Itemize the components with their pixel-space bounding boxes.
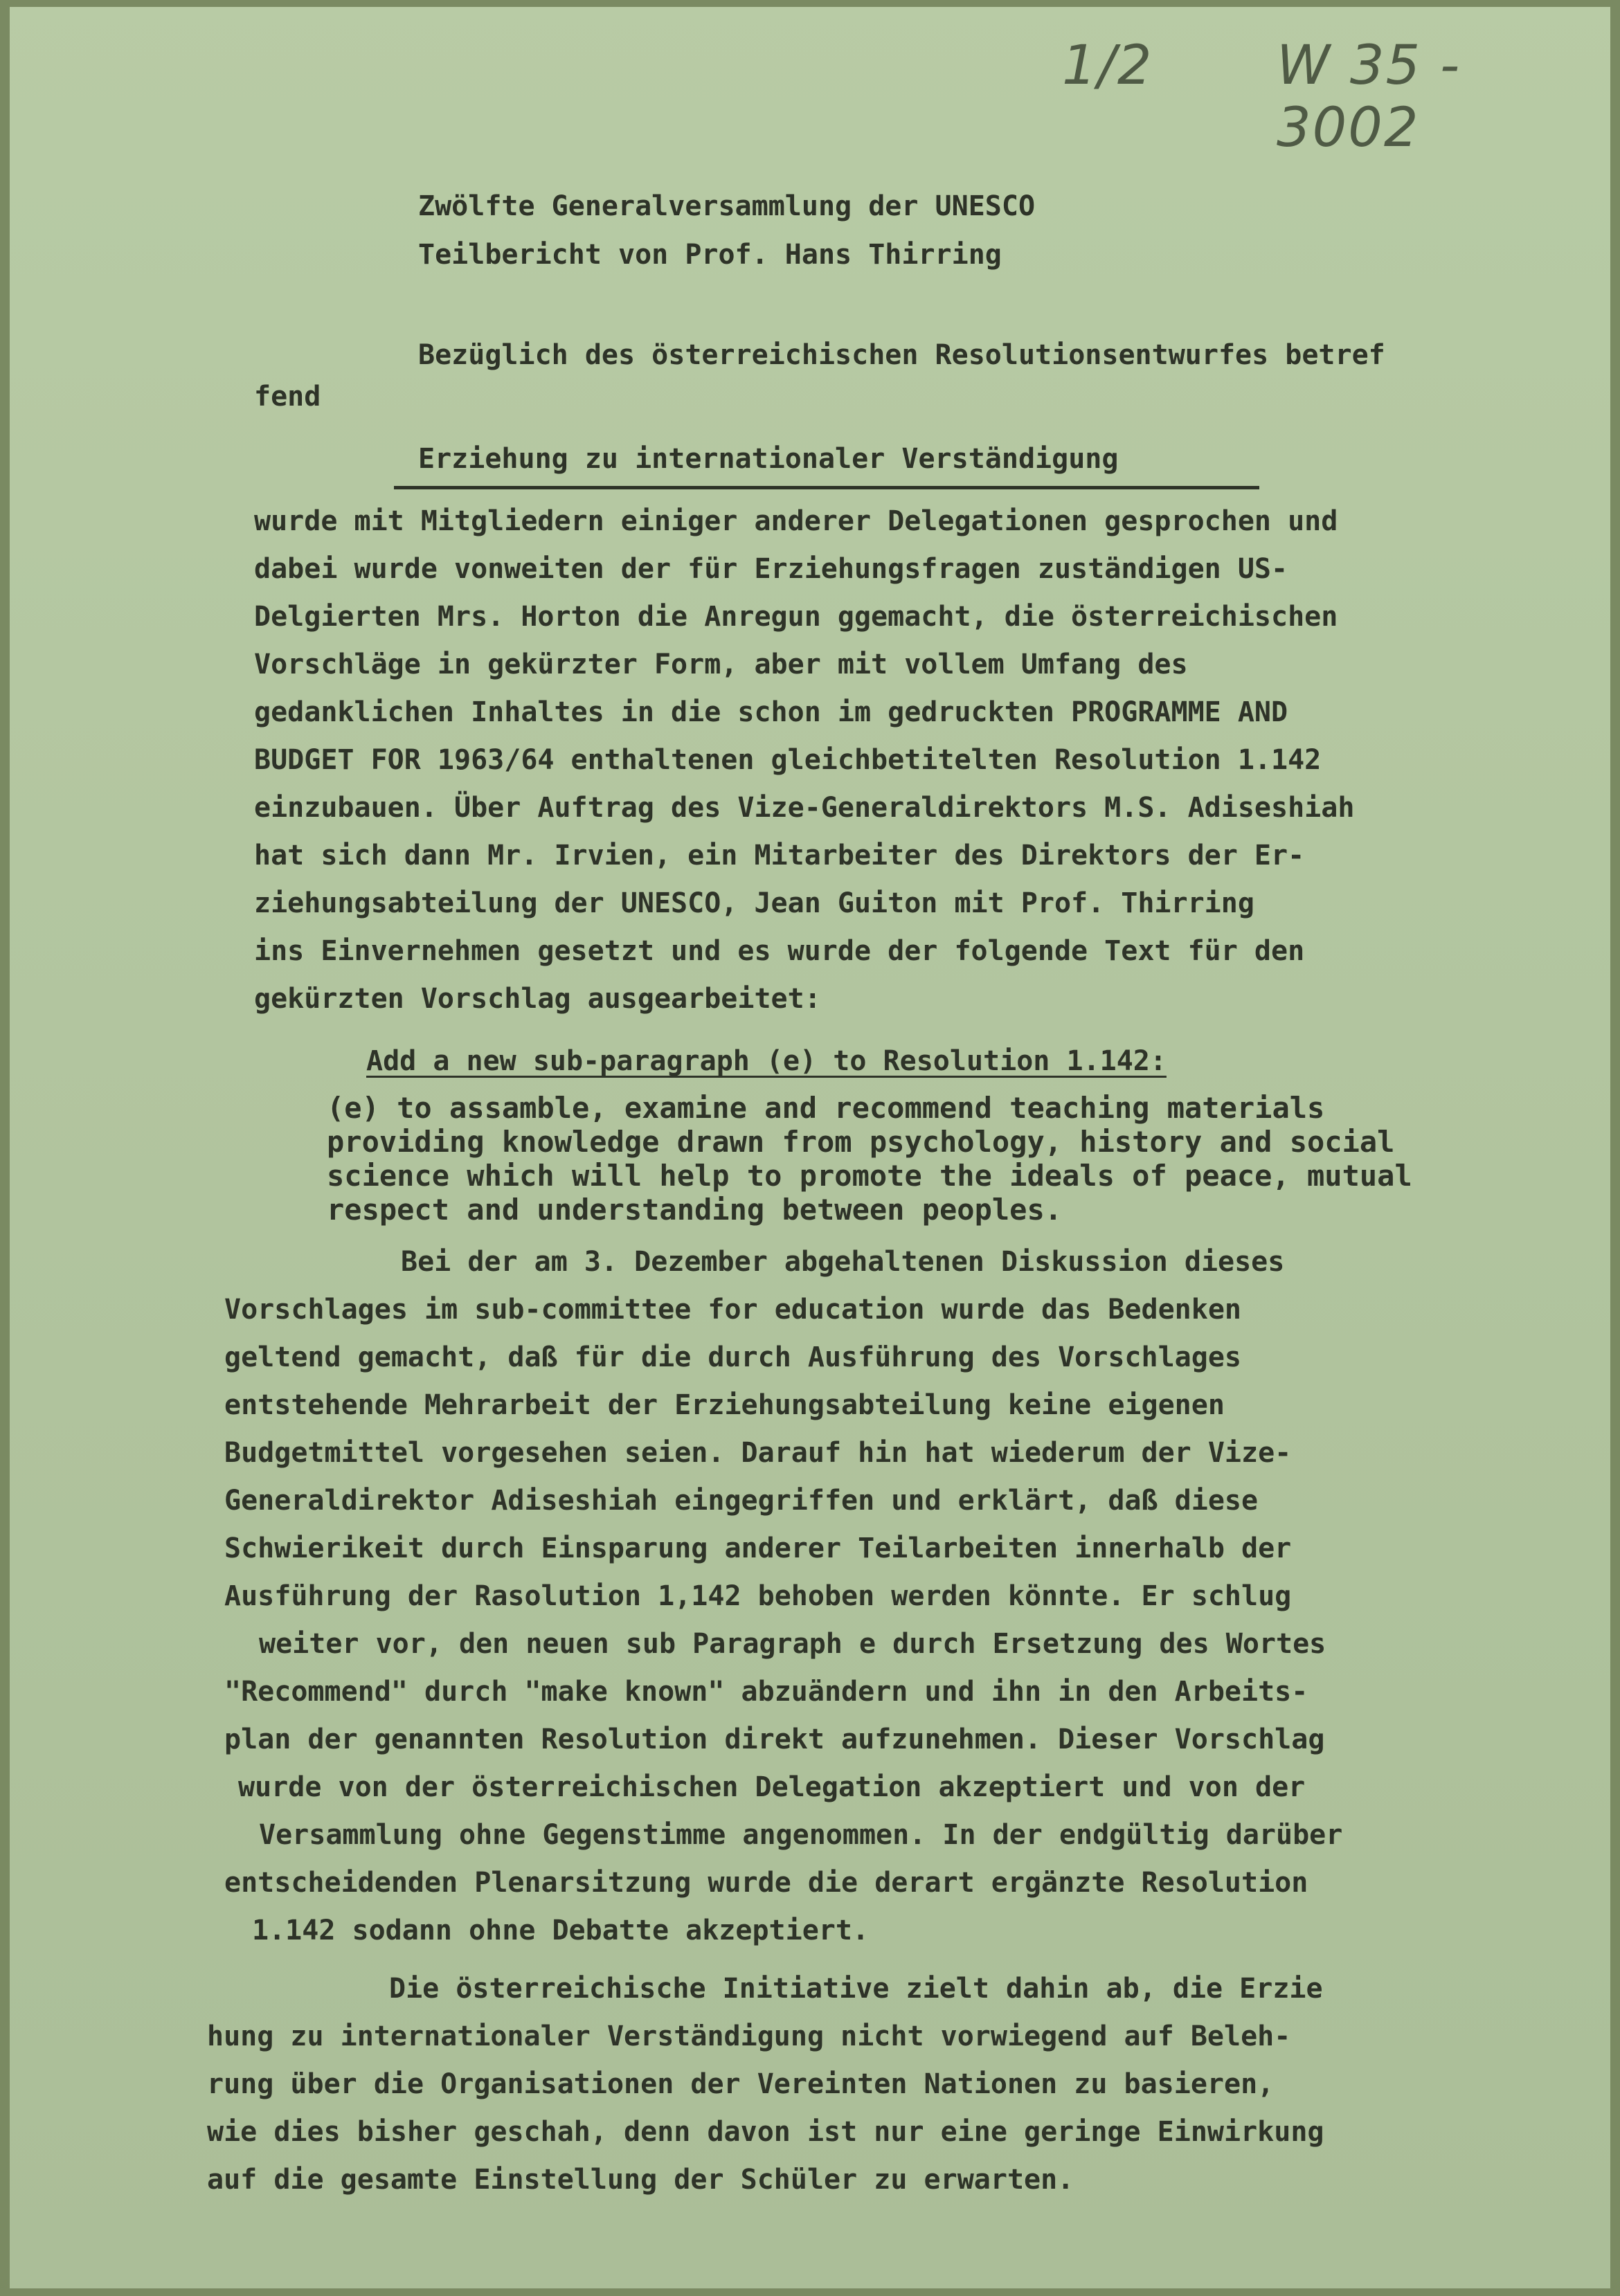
text-line: einzubauen. Über Auftrag des Vize-Generaldirektors M.S. Adiseshiah [254,792,1355,824]
text-line: auf die gesamte Einstellung der Schüler zu erwarten. [207,2164,1074,2196]
header-title: Zwölfte Generalversammlung der UNESCO [418,190,1036,222]
text-line: plan der genannten Resolution direkt aufzunehmen. Dieser Vorschlag [224,1724,1325,1755]
text-line: gedanklichen Inhaltes in die schon im gedruckten PROGRAMME AND [254,696,1288,728]
text-line: (e) to assamble, examine and recommend teaching materials [327,1091,1325,1125]
text-line: wie dies bisher geschah, denn davon ist nur eine geringe Einwirkung [207,2116,1324,2148]
header-subtitle: Teilbericht von Prof. Hans Thirring [418,239,1002,271]
text-line: weiter vor, den neuen sub Paragraph e durch Ersetzung des Wortes [259,1628,1326,1660]
text-line: rung über die Organisationen der Vereinten Nationen zu basieren, [207,2068,1275,2100]
text-line: Vorschläge in gekürzter Form, aber mit vollem Umfang des [254,649,1188,680]
archive-reference-annotation: W 35 - 3002 [1277,35,1461,159]
text-line: science which will help to promote the ideals of peace, mutual [327,1159,1412,1193]
text-line: geltend gemacht, daß für die durch Ausführung des Vorschlages [224,1341,1242,1373]
text-line: entscheidenden Plenarsitzung wurde die derart ergänzte Resolution [224,1867,1308,1899]
subject-underline [394,486,1259,489]
text-line: ins Einvernehmen gesetzt und es wurde der folgende Text für den [254,935,1305,967]
text-line: respect and understanding between peoples. [327,1193,1063,1227]
text-line: BUDGET FOR 1963/64 enthaltenen gleichbetitelten Resolution 1.142 [254,744,1322,776]
text-line: Vorschlages im sub-committee for education wurde das Bedenken [224,1294,1242,1326]
text-line: ziehungsabteilung der UNESCO, Jean Guiton mit Prof. Thirring [254,887,1254,919]
intro-line: fend [254,381,321,413]
text-line: dabei wurde vonweiten der für Erziehungsfragen zuständigen US- [254,553,1288,585]
text-line: "Recommend" durch "make known" abzuändern und ihn in den Arbeits- [224,1676,1308,1708]
text-line: gekürzten Vorschlag ausgearbeitet: [254,983,821,1015]
text-line: 1.142 sodann ohne Debatte akzeptiert. [252,1915,870,1946]
text-line: hat sich dann Mr. Irvien, ein Mitarbeiter des Direktors der Er- [254,840,1305,871]
text-line: wurde von der österreichischen Delegation akzeptiert und von der [238,1771,1306,1803]
resolution-heading: Add a new sub-paragraph (e) to Resolution 1.142: [366,1045,1167,1077]
text-line: hung zu internationaler Verständigung nicht vorwiegend auf Beleh- [207,2021,1291,2052]
text-line: Schwierikeit durch Einsparung anderer Teilarbeiten innerhalb der [224,1533,1292,1564]
page-number-annotation: 1/2 [1062,35,1153,97]
text-line: entstehende Mehrarbeit der Erziehungsabteilung keine eigenen [224,1389,1225,1421]
document-page [10,7,1610,2288]
text-line: Bei der am 3. Dezember abgehaltenen Diskussion dieses [401,1246,1285,1278]
text-line: Generaldirektor Adiseshiah eingegriffen und erklärt, daß diese [224,1485,1259,1517]
text-line: Delgierten Mrs. Horton die Anregun ggemacht, die österreichischen [254,601,1338,633]
text-line: Ausführung der Rasolution 1,142 behoben werden könnte. Er schlug [224,1580,1292,1612]
subject-heading: Erziehung zu internationaler Verständigung [418,443,1119,475]
intro-line: Bezüglich des österreichischen Resolutionsentwurfes betref [418,339,1385,371]
text-line: wurde mit Mitgliedern einiger anderer Delegationen gesprochen und [254,505,1338,537]
text-line: Budgetmittel vorgesehen seien. Darauf hin hat wiederum der Vize- [224,1437,1292,1469]
text-line: Die österreichische Initiative zielt dahin ab, die Erzie [389,1973,1323,2005]
text-line: providing knowledge drawn from psychology, history and social [327,1125,1395,1159]
text-line: Versammlung ohne Gegenstimme angenommen. In der endgültig darüber [259,1819,1343,1851]
